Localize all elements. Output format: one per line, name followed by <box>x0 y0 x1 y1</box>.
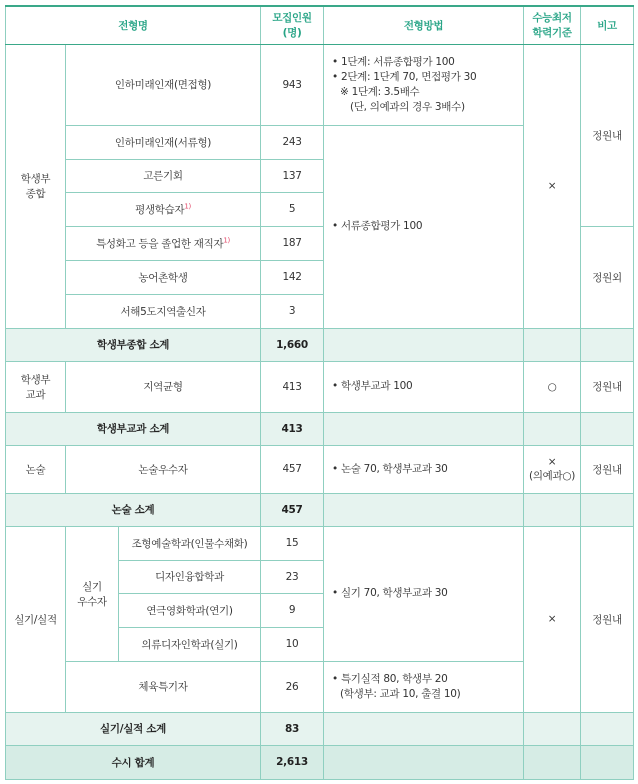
quota-value: 9 <box>261 593 324 627</box>
total-label: 수시 합계 <box>6 745 261 779</box>
type-name: 조형예술학과(인물수채화) <box>119 526 261 560</box>
header-csat-line2: 학력기준 <box>532 27 572 40</box>
method-interview <box>324 44 524 125</box>
subtotal-value: 457 <box>261 493 324 526</box>
header-note: 비고 <box>581 6 634 44</box>
method-line: • 특기실적 80, 학생부 20 <box>332 672 448 685</box>
header-quota: 모집인원(명) <box>261 6 324 44</box>
header-row <box>6 6 634 44</box>
category-transcript: 학생부 교과 <box>6 361 66 412</box>
method-line: (단, 의예과의 경우 3배수) <box>350 100 465 113</box>
subtotal-label: 학생부종합 소계 <box>6 328 261 361</box>
method-line: • 2단계: 1단계 70, 면접평가 30 <box>332 70 477 83</box>
csat-essay <box>524 445 581 493</box>
type-name: 평생학습자 <box>135 203 185 216</box>
quota-value: 413 <box>261 361 324 412</box>
total-row <box>6 745 634 779</box>
quota-value: 943 <box>261 44 324 125</box>
total-value: 2,613 <box>261 745 324 779</box>
type-name: 서해5도지역출신자 <box>66 294 261 328</box>
category-practical: 실기/실적 <box>6 526 66 712</box>
method-line: (학생부: 교과 10, 출결 10) <box>340 687 461 700</box>
type-name: 농어촌학생 <box>66 260 261 294</box>
type-name: 지역균형 <box>66 361 261 412</box>
type-name-cell <box>66 226 261 260</box>
method-sports <box>324 661 524 712</box>
note-transcript: 정원내 <box>581 361 634 412</box>
table-row <box>6 44 634 125</box>
quota-value: 137 <box>261 159 324 192</box>
method-line: • 1단계: 서류종합평가 100 <box>332 55 455 68</box>
admissions-table <box>5 5 634 780</box>
method-practical: • 실기 70, 학생부교과 30 <box>324 526 524 661</box>
quota-value: 23 <box>261 560 324 593</box>
header-csat <box>524 6 581 44</box>
subtotal-label: 실기/실적 소계 <box>6 712 261 745</box>
subcategory-practical: 실기 우수자 <box>66 526 119 661</box>
type-name: 체육특기자 <box>66 661 261 712</box>
method-document: • 서류종합평가 100 <box>324 125 524 328</box>
quota-value: 243 <box>261 125 324 159</box>
type-name: 인하미래인재(면접형) <box>66 44 261 125</box>
type-name: 인하미래인재(서류형) <box>66 125 261 159</box>
subtotal-row <box>6 712 634 745</box>
quota-value: 5 <box>261 192 324 226</box>
header-type-name: 전형명 <box>6 6 261 44</box>
header-csat-line1: 수능최저 <box>532 12 572 25</box>
subtotal-label: 학생부교과 소계 <box>6 412 261 445</box>
footnote-mark: 1) <box>184 202 191 210</box>
note-in-quota: 정원내 <box>581 44 634 226</box>
method-transcript: • 학생부교과 100 <box>324 361 524 412</box>
type-name: 의류디자인학과(실기) <box>119 627 261 661</box>
quota-value: 457 <box>261 445 324 493</box>
csat-practical: × <box>524 526 581 712</box>
csat-essay-line2: (의예과○) <box>529 469 576 482</box>
category-essay: 논술 <box>6 445 66 493</box>
csat-comprehensive: × <box>524 44 581 328</box>
subtotal-label: 논술 소계 <box>6 493 261 526</box>
subtotal-value: 413 <box>261 412 324 445</box>
type-name-cell <box>66 192 261 226</box>
table-row <box>6 361 634 412</box>
footnote-mark: 1) <box>223 236 230 244</box>
csat-essay-line1: × <box>547 455 557 468</box>
note-out-quota: 정원외 <box>581 226 634 328</box>
subtotal-value: 83 <box>261 712 324 745</box>
note-essay: 정원내 <box>581 445 634 493</box>
subtotal-row <box>6 493 634 526</box>
subtotal-row <box>6 328 634 361</box>
type-name: 고른기회 <box>66 159 261 192</box>
csat-transcript: ○ <box>524 361 581 412</box>
quota-value: 3 <box>261 294 324 328</box>
type-name: 디자인융합학과 <box>119 560 261 593</box>
method-line: ※ 1단계: 3.5배수 <box>340 85 420 98</box>
category-comprehensive: 학생부 종합 <box>6 44 66 328</box>
header-method: 전형방법 <box>324 6 524 44</box>
table-row <box>6 526 634 560</box>
quota-value: 15 <box>261 526 324 560</box>
subtotal-row <box>6 412 634 445</box>
subtotal-value: 1,660 <box>261 328 324 361</box>
quota-value: 187 <box>261 226 324 260</box>
quota-value: 26 <box>261 661 324 712</box>
quota-value: 10 <box>261 627 324 661</box>
quota-value: 142 <box>261 260 324 294</box>
type-name: 논술우수자 <box>66 445 261 493</box>
type-name: 특성화고 등을 졸업한 재직자 <box>96 237 224 250</box>
table-row <box>6 445 634 493</box>
type-name: 연극영화학과(연기) <box>119 593 261 627</box>
method-essay: • 논술 70, 학생부교과 30 <box>324 445 524 493</box>
note-practical: 정원내 <box>581 526 634 712</box>
